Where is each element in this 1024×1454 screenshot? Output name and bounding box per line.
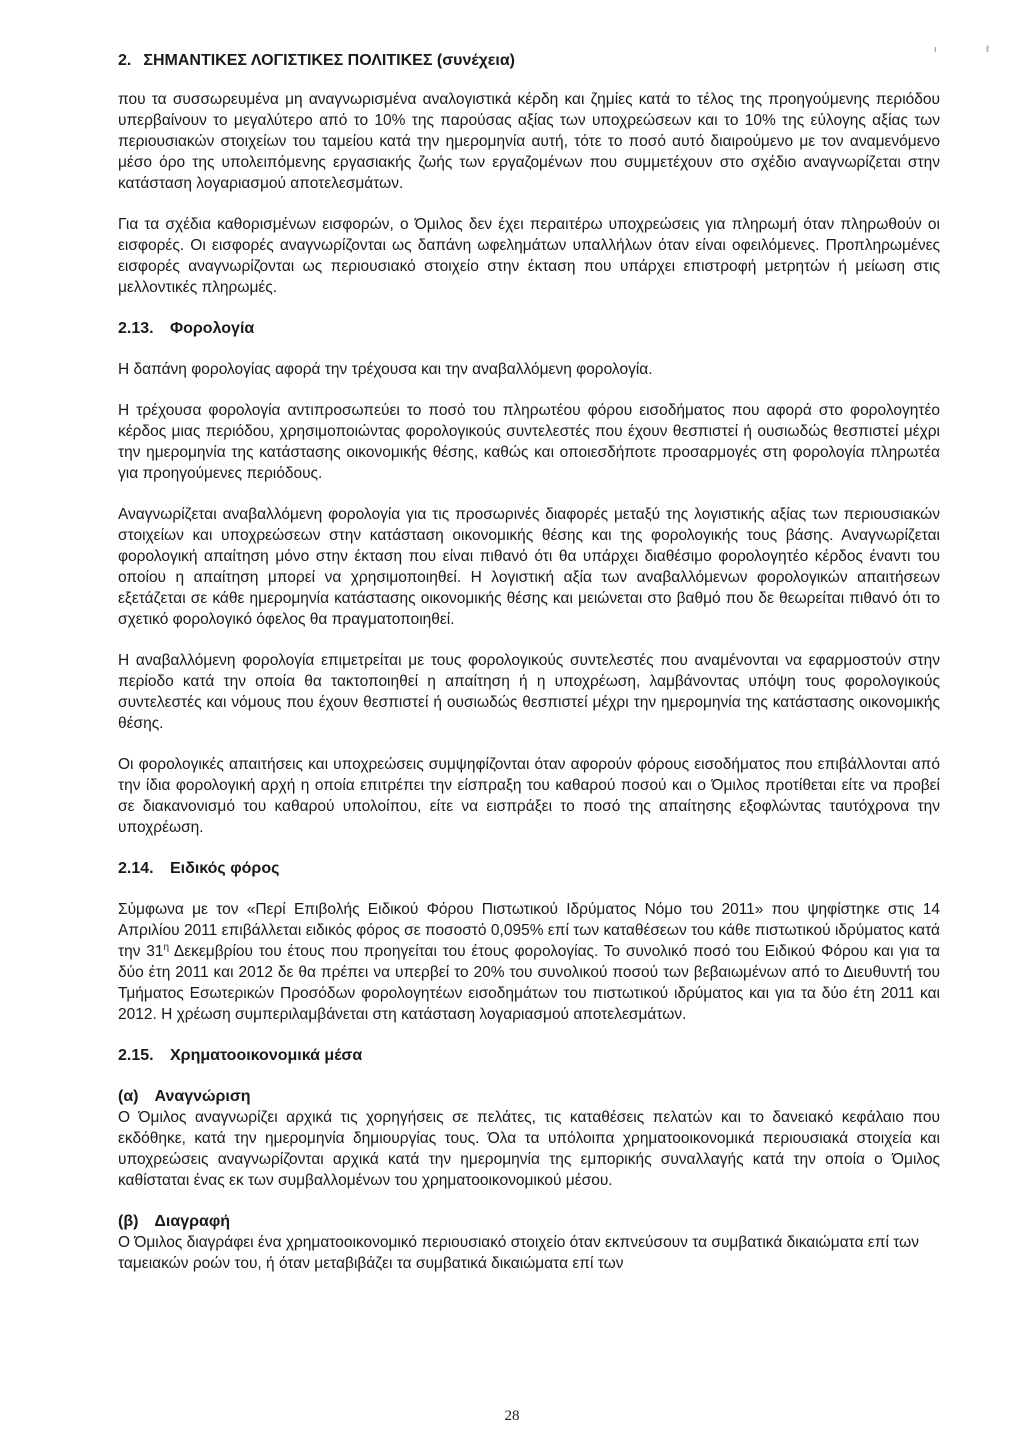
subheading-title: Διαγραφή (154, 1213, 231, 1230)
text-span: Σύμφωνα με τον «Περί Επιβολής Ειδικού Φόρου Πιστωτικού Ιδρύματος Νόμο του 2011» που ψηφίστηκε στις 14 Απριλίου 2011 επιβάλλεται ειδικός φόρος σε ποσοστό 0,095% επί των καταθέσεων του κάθε πιστωτικού ιδρύματος κατά την 31 (118, 901, 940, 960)
corner-scan-mark-2: ℓ (986, 44, 989, 54)
paragraph: Για τα σχέδια καθορισμένων εισφορών, ο Όμιλος δεν έχει περαιτέρω υποχρεώσεις για πληρωμή όταν πληρωθούν οι εισφορές. Οι εισφορές αναγνωρίζονται ως δαπάνη ωφελημάτων υπαλλήλων όταν είναι οφειλόμενες. Προπληρωμένες εισφορές αναγνωρίζονται ως περιουσιακό στοιχείο στην έκταση που υπάρχει επιστροφή μετρητών ή μείωση στις μελλοντικές πληρωμές. (118, 216, 940, 296)
heading-title: Χρηματοοικονομικά μέσα (170, 1047, 363, 1064)
superscript: η (163, 941, 170, 953)
paragraph: που τα συσσωρευμένα μη αναγνωρισμένα αναλογιστικά κέρδη και ζημίες κατά το τέλος της προηγούμενης περιόδου υπερβαίνουν το μεγαλύτερο από το 10% της παρούσας αξίας των υποχρεώσεων και το 10% της εύλογης αξίας των περιουσιακών στοιχείων του ταμείου κατά την ημερομηνία αυτή, τότε το ποσό αυτό διαιρούμενο με τον αναμενόμενο μέσο όρο της υπολειπόμενης εργασιακής ζωής των εργαζομένων που συμμετέχουν στο σχέδιο αναγνωρίζεται στην κατάσταση λογαριασμού αποτελεσμάτων. (118, 91, 940, 192)
paragraph: Ο Όμιλος αναγνωρίζει αρχικά τις χορηγήσεις σε πελάτες, τις καταθέσεις πελατών και το δανειακό κεφάλαιο που εκδόθηκε, κατά την ημερομηνία δημιουργίας τους. Όλα τα υπόλοιπα χρηματοοικονομικά περιουσιακά στοιχεία και υποχρεώσεις αναγνωρίζονται αρχικά κατά την ημερομηνία της εμπορικής συναλλαγής κατά την οποία ο Όμιλος καθίσταται ένας εκ των συμβαλλομένων του χρηματοοικονομικού μέσου. (118, 1109, 940, 1189)
text-span: Δεκεμβρίου του έτους που προηγείται του έτους φορολογίας. Το συνολικό ποσό του Ειδικού Φόρου και για τα δύο έτη 2011 και 2012 δε θα πρέπει να υπερβεί το 20% του συνολικού ποσού των βεβαιωμένων από το Διευθυντή του Τμήματος Εσωτερικών Προσόδων φορολογητέων εισοδημάτων του πιστωτικού ιδρύματος και για τα δύο έτη 2011 και 2012. Η χρέωση συμπεριλαμβάνεται στη κατάσταση λογαριασμού αποτελεσμάτων. (118, 943, 940, 1023)
subheading-recognition (118, 1086, 940, 1107)
page-header (118, 50, 940, 71)
heading-title: Φορολογία (170, 320, 255, 337)
paragraph: Η τρέχουσα φορολογία αντιπροσωπεύει το ποσό του πληρωτέου φόρου εισοδήματος που αφορά στο φορολογητέο κέρδος μιας περιόδου, χρησιμοποιώντας φορολογικούς συντελεστές που έχουν θεσπιστεί ή ουσιωδώς θεσπιστεί μέχρι την ημερομηνία της κατάστασης οικονομικής θέσης, καθώς και οποιεσδήποτε προσαρμογές στη φορολογία πληρωτέα για προηγούμενες περιόδους. (118, 402, 940, 482)
paragraph: Ο Όμιλος διαγράφει ένα χρηματοοικονομικό περιουσιακό στοιχείο όταν εκπνεύσουν τα συμβατικά δικαιώματα επί των ταμειακών ροών του, ή όταν μεταβιβάζει τα συμβατικά δικαιώματα επί των (118, 1234, 919, 1272)
subheading-label: (β) (118, 1213, 139, 1230)
section-number: 2. (118, 52, 132, 69)
heading-number: 2.15. (118, 1047, 154, 1064)
paragraph: Η δαπάνη φορολογίας αφορά την τρέχουσα και την αναβαλλόμενη φορολογία. (118, 361, 653, 378)
heading-number: 2.14. (118, 860, 154, 877)
paragraph: Αναγνωρίζεται αναβαλλόμενη φορολογία για τις προσωρινές διαφορές μεταξύ της λογιστικής αξίας των περιουσιακών στοιχείων και υποχρεώσεων στην κατάσταση οικονομικής θέσης και της φορολογικής τους βάσης. Αναγνωρίζεται φορολογική απαίτηση μόνο στην έκταση που είναι πιθανό ότι θα υπάρχει διαθέσιμο φορολογητέο κέρδος έναντι του οποίου η απαίτηση μπορεί να χρησιμοποιηθεί. Η λογιστική αξία των αναβαλλόμενων φορολογικών απαιτήσεων εξετάζεται σε κάθε ημερομηνία κατάστασης οικονομικής θέσης και μειώνεται στο βαθμό που δε θεωρείται πιθανό ότι το σχετικό φορολογικό όφελος θα πραγματοποιηθεί. (118, 506, 940, 628)
heading-title: Ειδικός φόρος (170, 860, 280, 877)
heading-2-13 (118, 318, 940, 339)
page-number: 28 (504, 1408, 520, 1424)
subheading-title: Αναγνώριση (154, 1088, 251, 1105)
subheading-label: (α) (118, 1088, 139, 1105)
heading-number: 2.13. (118, 320, 154, 337)
paragraph: Οι φορολογικές απαιτήσεις και υποχρεώσεις συμψηφίζονται όταν αφορούν φόρους εισοδήματος που επιβάλλονται από την ίδια φορολογική αρχή η οποία επιτρέπει την είσπραξη του καθαρού ποσού και ο Όμιλος προτίθεται είτε να προβεί σε διακανονισμό του καθαρού υπολοίπου, είτε να εισπράξει το ποσό της απαίτησης εξοφλώντας ταυτόχρονα την υποχρέωση. (118, 756, 940, 836)
paragraph-special-tax (118, 899, 940, 1025)
heading-2-14 (118, 858, 940, 879)
subheading-derecognition (118, 1211, 940, 1232)
heading-2-15 (118, 1045, 940, 1066)
corner-scan-mark: ı (934, 44, 937, 54)
section-title: ΣΗΜΑΝΤΙΚΕΣ ΛΟΓΙΣΤΙΚΕΣ ΠΟΛΙΤΙΚΕΣ (συνέχεια) (143, 52, 515, 69)
paragraph: Η αναβαλλόμενη φορολογία επιμετρείται με τους φορολογικούς συντελεστές που αναμένονται να εφαρμοστούν στην περίοδο κατά την οποία θα τακτοποιηθεί η απαίτηση ή η υποχρέωση, λαμβάνοντας υπόψη τους φορολογικούς συντελεστές και νόμους που έχουν θεσπιστεί ή ουσιωδώς θεσπιστεί μέχρι την ημερομηνία της κατάστασης οικονομικής θέσης. (118, 652, 940, 732)
document-page (118, 50, 940, 1294)
